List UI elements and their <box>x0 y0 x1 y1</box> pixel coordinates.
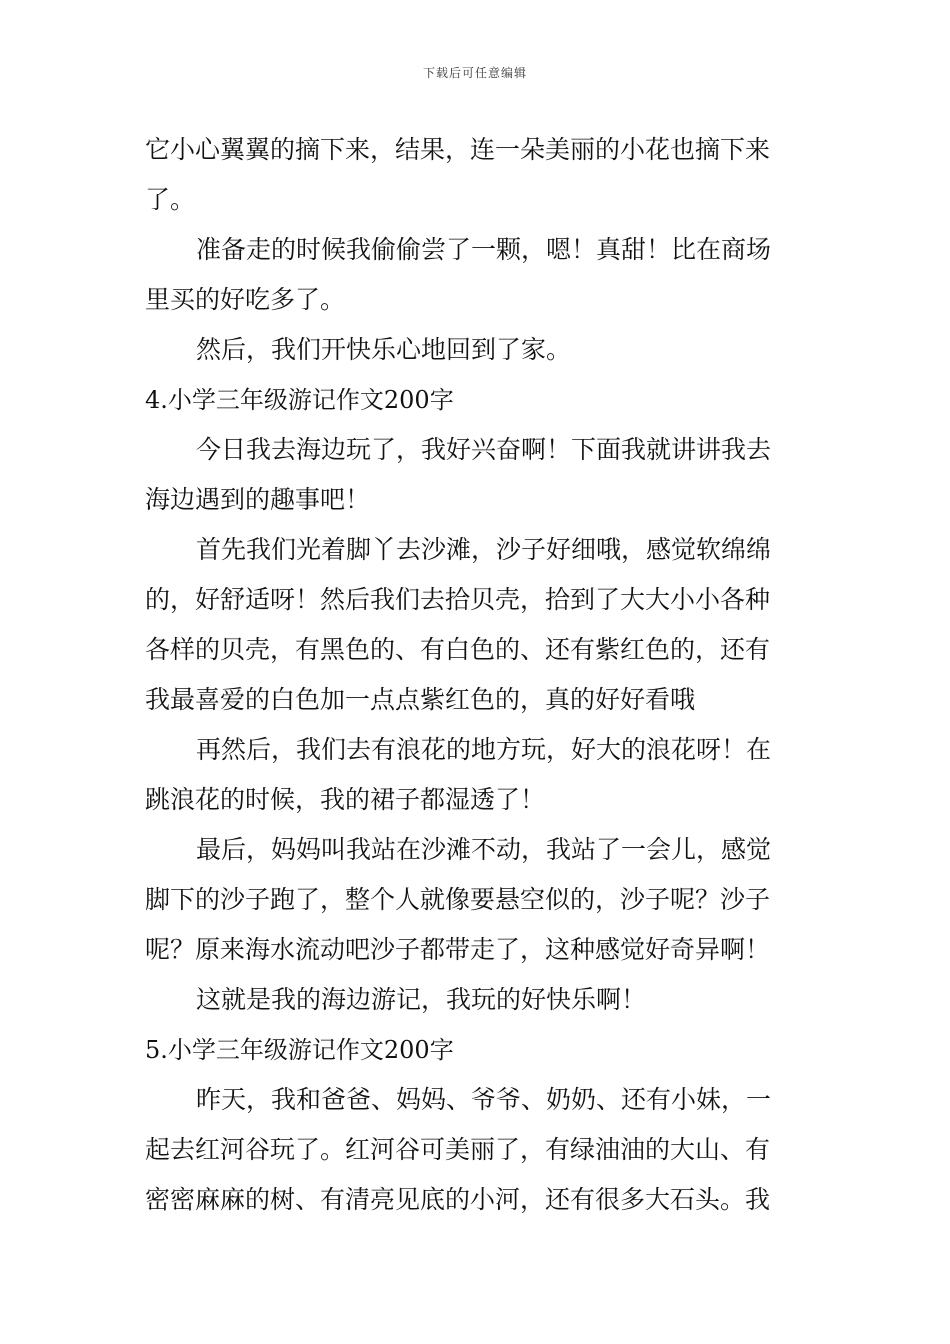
text-line: 里买的好吃多了。 <box>145 285 346 314</box>
paragraph-start-line: 然后，我们开快乐心地回到了家。 <box>196 335 572 364</box>
section-heading-4: 4.小学三年级游记作文200字 <box>145 386 454 414</box>
text-line: 各样的贝壳，有黑色的、有白色的、还有紫红色的，还有 <box>145 635 771 664</box>
paragraph-start-line: 首先我们光着脚丫去沙滩，沙子好细哦，感觉软绵绵 <box>196 535 772 564</box>
text-line: 脚下的沙子跑了，整个人就像要悬空似的，沙子呢？沙子 <box>145 885 771 914</box>
text-line: 呢？原来海水流动吧沙子都带走了，这种感觉好奇异啊！ <box>145 935 771 964</box>
text-line: 密密麻麻的树、有清亮见底的小河，还有很多大石头。我 <box>145 1185 771 1214</box>
text-line: 我最喜爱的白色加一点点紫红色的，真的好好看哦 <box>145 685 696 714</box>
section-heading-5: 5.小学三年级游记作文200字 <box>145 1036 454 1064</box>
text-line: 海边遇到的趣事吧！ <box>145 485 371 514</box>
text-line: 的，好舒适呀！然后我们去拾贝壳，拾到了大大小小各种 <box>145 585 771 614</box>
page-header: 下载后可任意编辑 <box>422 66 527 80</box>
paragraph-start-line: 最后，妈妈叫我站在沙滩不动，我站了一会儿，感觉 <box>196 835 772 864</box>
paragraph-start-line: 昨天，我和爸爸、妈妈、爷爷、奶奶、还有小妹，一 <box>196 1085 772 1114</box>
paragraph-start-line: 这就是我的海边游记，我玩的好快乐啊！ <box>196 985 647 1014</box>
text-line: 了。 <box>145 185 196 214</box>
text-line: 跳浪花的时候，我的裙子都湿透了！ <box>145 785 546 814</box>
text-line: 起去红河谷玩了。红河谷可美丽了，有绿油油的大山、有 <box>145 1135 771 1164</box>
document-body <box>145 125 807 1225</box>
paragraph-start-line: 再然后，我们去有浪花的地方玩，好大的浪花呀！在 <box>196 735 772 764</box>
paragraph-start-line: 今日我去海边玩了，我好兴奋啊！下面我就讲讲我去 <box>196 435 772 464</box>
text-line: 它小心翼翼的摘下来，结果，连一朵美丽的小花也摘下来 <box>145 135 771 164</box>
paragraph-start-line: 准备走的时候我偷偷尝了一颗，嗯！真甜！比在商场 <box>196 235 772 264</box>
